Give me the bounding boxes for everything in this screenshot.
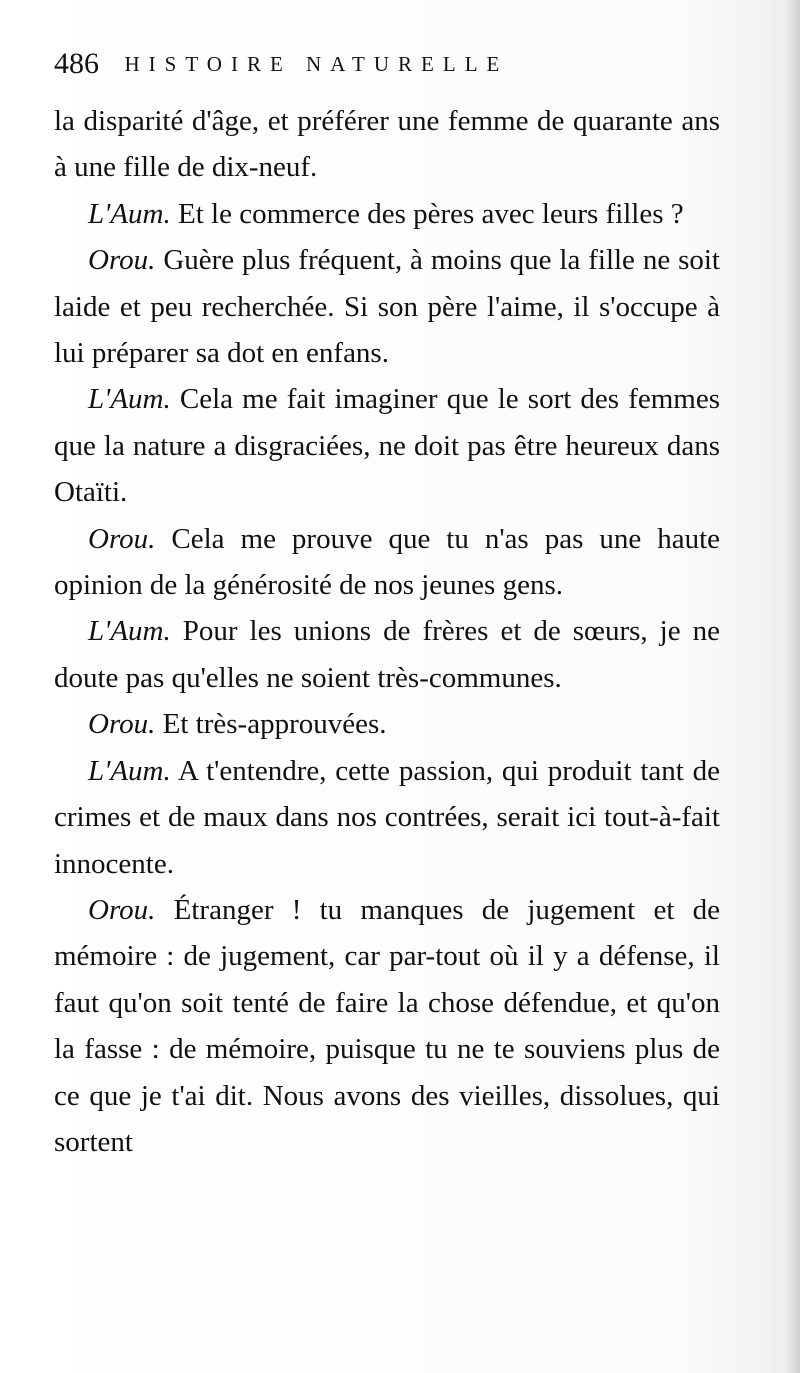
dialogue-paragraph [54,887,720,1165]
speaker-name: Orou. [88,244,156,277]
paragraph-text: Étranger ! tu manques de jugement et de mémoire : de jugement, car par-tout où il y a défense, il faut qu'on soit tenté de faire la chose défendue, et qu'on la fasse : de mémoire, puisque tu ne te souviens plus de ce que je t'ai dit. Nous avons des vieilles, dissolues, qui sortent [54,893,720,1158]
paragraph-text: Et très-approuvées. [162,708,387,741]
paragraph-text: A t'entendre, cette passion, qui produit tant de crimes et de maux dans nos contrées, serait ici tout-à-fait innocente. [54,754,720,880]
paragraph-text: Pour les unions de frères et de sœurs, je ne doute pas qu'elles ne soient très-communes. [54,615,720,694]
body-text [54,98,720,1165]
paragraph-text: la disparité d'âge, et préférer une femme de quarante ans à une fille de dix-neuf. [54,105,720,184]
paragraph-text: Guère plus fréquent, à moins que la fille ne soit laide et peu recherchée. Si son père l'aime, il s'occupe à lui préparer sa dot en enfans. [54,244,720,370]
speaker-name: Orou. [88,708,156,741]
dialogue-paragraph [54,237,720,376]
speaker-name: Orou. [88,893,156,926]
speaker-name: L'Aum. [88,615,171,648]
dialogue-paragraph [54,376,720,515]
page-edge-shadow [786,0,800,1373]
paragraph-text: Cela me prouve que tu n'as pas une haute opinion de la générosité de nos jeunes gens. [54,522,720,602]
dialogue-paragraph [54,701,720,747]
dialogue-paragraph [54,608,720,701]
paragraph-text: Cela me fait imaginer que le sort des femmes que la nature a disgraciées, ne doit pas être heureux dans Otaïti. [54,383,721,509]
speaker-name: L'Aum. [88,383,171,416]
speaker-name: L'Aum. [88,754,171,787]
dialogue-paragraph [54,191,720,237]
speaker-name: L'Aum. [88,197,171,230]
speaker-name: Orou. [88,522,156,555]
running-header [54,42,734,86]
running-title: HISTOIRE NATURELLE [124,52,509,76]
page-number: 486 [54,47,99,80]
paragraph [54,98,720,191]
dialogue-paragraph [54,748,720,887]
dialogue-paragraph [54,516,720,609]
paragraph-text: Et le commerce des pères avec leurs filles ? [178,197,684,230]
